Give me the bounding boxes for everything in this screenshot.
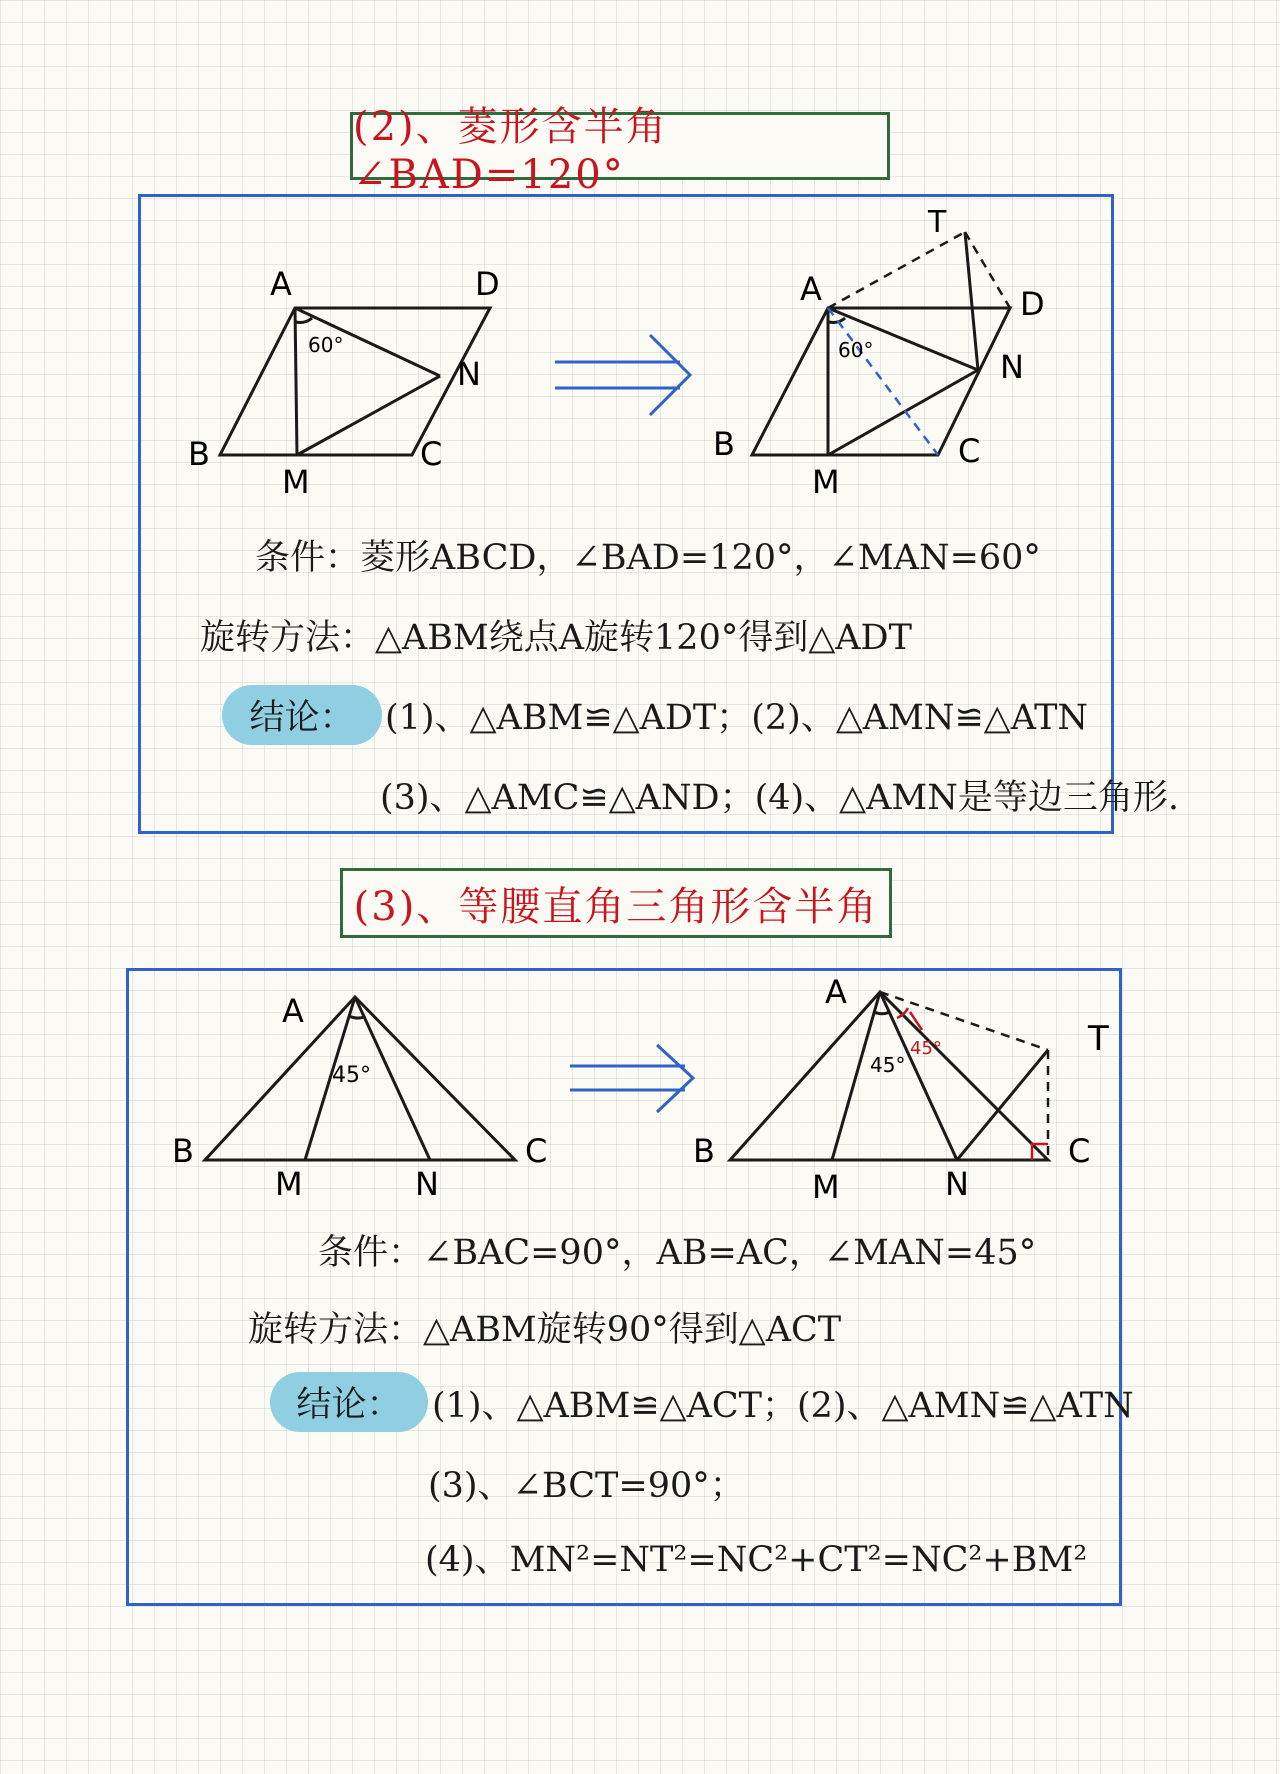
label-a: A	[270, 265, 292, 303]
label-c: C	[525, 1132, 548, 1170]
label-a: A	[800, 270, 822, 308]
section3-figure-right	[690, 975, 1110, 1205]
section3-conclusion-tag: 结论：	[270, 1372, 428, 1432]
label-d: D	[1020, 285, 1045, 323]
label-t: T	[928, 205, 947, 240]
section2-conclusion-2: (3)、△AMC≌△AND；(4)、△AMN是等边三角形.	[380, 778, 1179, 818]
label-b: B	[693, 1132, 715, 1170]
section3-method: 旋转方法：△ABM旋转90°得到△ACT	[248, 1310, 842, 1350]
section3-conclusion-2: (3)、∠BCT=90°；	[428, 1466, 745, 1506]
label-a: A	[825, 975, 847, 1011]
label-angle2: 45°	[910, 1038, 942, 1059]
section2-figure-right	[710, 205, 1050, 505]
section2-title-text: (2)、菱形含半角 ∠BAD=120°	[353, 103, 668, 198]
rhombus-abcd	[220, 308, 490, 455]
section3-conclusion-3: (4)、MN²=NT²=NC²+CT²=NC²+BM²	[425, 1540, 1088, 1580]
section2-arrow-icon	[550, 330, 700, 420]
label-c: C	[420, 435, 443, 473]
label-c: C	[958, 432, 981, 470]
label-m: M	[812, 463, 840, 501]
label-angle1: 45°	[870, 1053, 906, 1077]
section2-method: 旋转方法：△ABM绕点A旋转120°得到△ADT	[200, 618, 912, 658]
section2-figure-left	[180, 250, 520, 500]
label-d: D	[475, 265, 500, 303]
label-n: N	[945, 1165, 969, 1203]
label-n: N	[1000, 348, 1024, 386]
label-b: B	[172, 1132, 194, 1170]
segment-mn	[828, 370, 978, 455]
section3-figure-left	[170, 985, 560, 1200]
section2-title	[350, 103, 890, 198]
section2-condition: 条件：菱形ABCD，∠BAD=120°，∠MAN=60°	[255, 538, 1041, 578]
segment-at	[828, 232, 965, 308]
label-m: M	[282, 463, 310, 500]
label-angle: 60°	[838, 338, 874, 362]
label-b: B	[188, 435, 210, 473]
section3-conclusion-1: (1)、△ABM≌△ACT；(2)、△AMN≌△ATN	[432, 1386, 1134, 1426]
label-n: N	[415, 1165, 439, 1200]
label-t: T	[1088, 1019, 1109, 1059]
label-m: M	[812, 1168, 840, 1205]
angle-arc	[296, 318, 312, 322]
label-n: N	[457, 355, 481, 393]
label-b: B	[713, 425, 735, 463]
section2-conclusion-tag: 结论：	[222, 685, 382, 745]
segment-am	[295, 308, 297, 455]
section3-arrow-icon	[565, 1040, 705, 1120]
segment-at	[880, 992, 1048, 1050]
section3-title-text: (3)、等腰直角三角形含半角	[353, 883, 879, 930]
label-angle: 60°	[308, 333, 344, 357]
label-a: A	[282, 992, 304, 1030]
label-m: M	[275, 1165, 303, 1200]
label-c: C	[1068, 1132, 1091, 1170]
label-angle: 45°	[332, 1063, 371, 1088]
section3-title	[340, 868, 892, 938]
section2-conclusion-1: (1)、△ABM≌△ADT；(2)、△AMN≌△ATN	[385, 698, 1089, 738]
section3-condition: 条件：∠BAC=90°，AB=AC，∠MAN=45°	[318, 1233, 1037, 1273]
